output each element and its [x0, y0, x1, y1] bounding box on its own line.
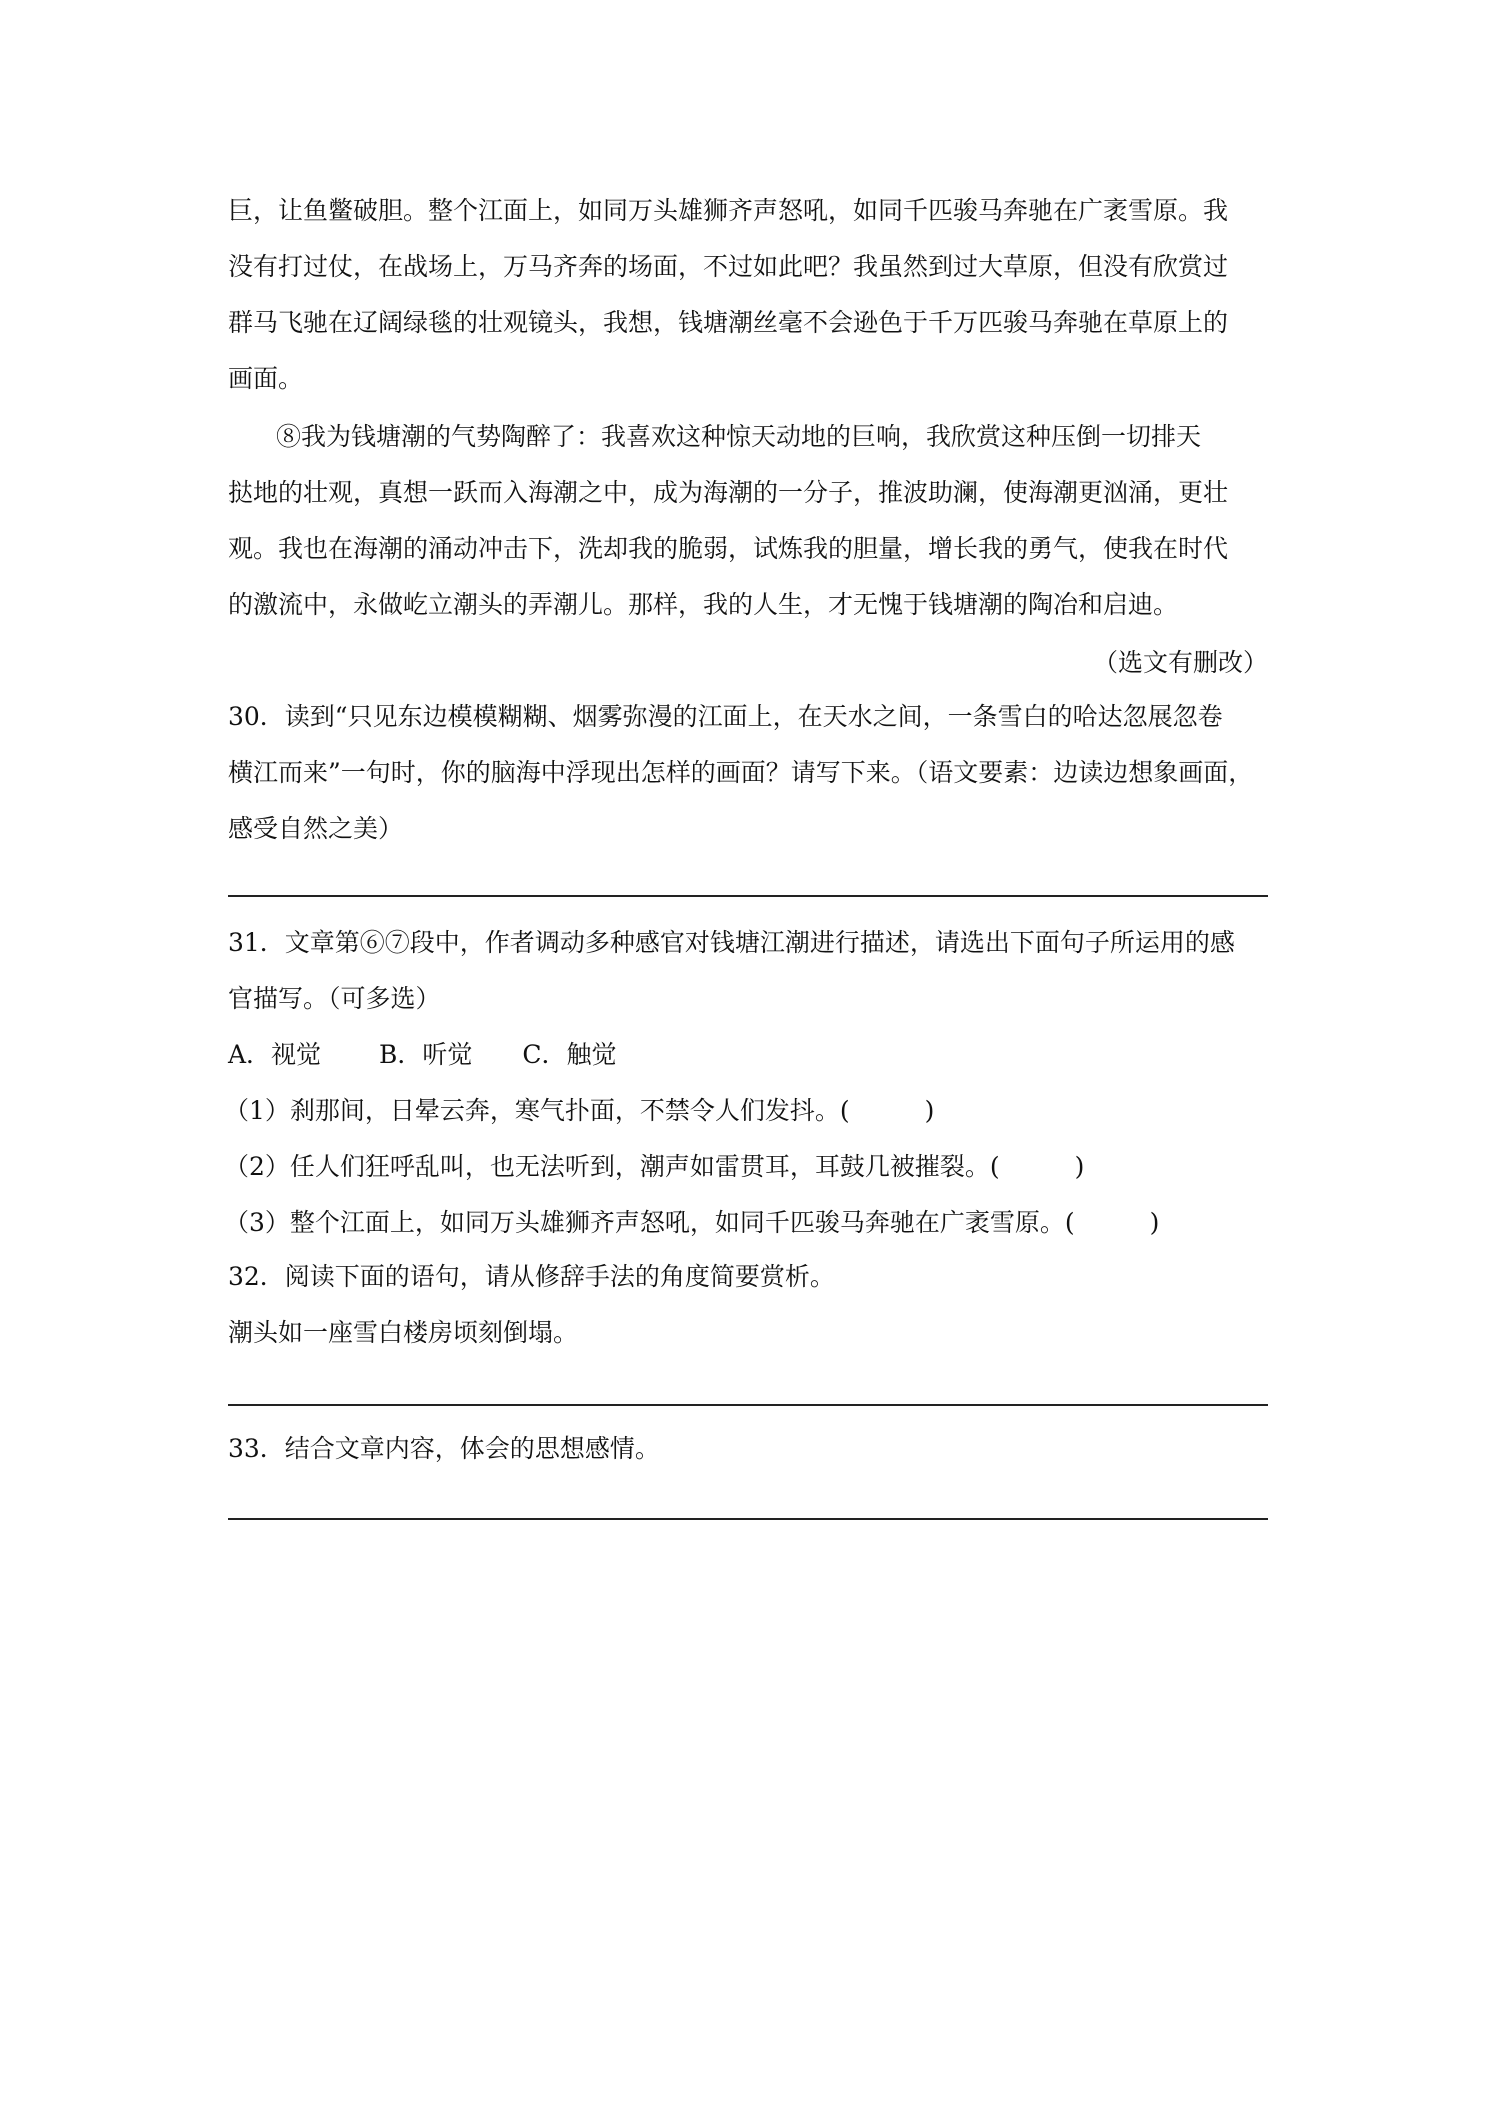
- question-31-options: A．视觉 B．听觉 C．触觉: [228, 1040, 617, 1069]
- passage-line: ⑧我为钱塘潮的气势陶醉了：我喜欢这种惊天动地的巨响，我欣赏这种压倒一切排天: [276, 422, 1202, 451]
- passage-line: 群马飞驰在辽阔绿毯的壮观镜头，我想，钱塘潮丝毫不会逊色于千万匹骏马奔驰在草原上的: [228, 308, 1229, 337]
- question-33-prompt: 33．结合文章内容，体会的思想感情。: [228, 1434, 660, 1463]
- question-31-line: 31．文章第⑥⑦段中，作者调动多种感官对钱塘江潮进行描述，请选出下面句子所运用的感: [228, 928, 1235, 957]
- question-32-prompt: 32．阅读下面的语句，请从修辞手法的角度简要赏析。: [228, 1262, 835, 1291]
- question-30-line: 感受自然之美）: [228, 814, 404, 843]
- source-note: （选文有删改）: [1092, 648, 1268, 677]
- question-32-sentence: 潮头如一座雪白楼房顷刻倒塌。: [228, 1318, 579, 1347]
- passage-line: 观。我也在海潮的涌动冲击下，洗却我的脆弱，试炼我的胆量，增长我的勇气，使我在时代: [228, 534, 1229, 563]
- question-31-item[interactable]: （3）整个江面上，如同万头雄狮齐声怒吼，如同千匹骏马奔驰在广袤雪原。( ): [224, 1208, 1160, 1237]
- question-31-line: 官描写。（可多选）: [228, 984, 441, 1013]
- question-30-line: 30．读到“只见东边模模糊糊、烟雾弥漫的江面上，在天水之间，一条雪白的哈达忽展忽卷: [228, 702, 1223, 731]
- passage-line: 挞地的壮观，真想一跃而入海潮之中，成为海潮的一分子，推波助澜，使海潮更汹涌，更壮: [228, 478, 1229, 507]
- question-31-item[interactable]: （1）刹那间，日晕云奔，寒气扑面，不禁令人们发抖。( ): [224, 1096, 935, 1125]
- passage-line: 画面。: [228, 364, 304, 393]
- answer-line-q33[interactable]: [228, 1518, 1268, 1520]
- passage-line: 没有打过仗，在战场上，万马齐奔的场面，不过如此吧？我虽然到过大草原，但没有欣赏过: [228, 252, 1229, 281]
- passage-line: 的激流中，永做屹立潮头的弄潮儿。那样，我的人生，才无愧于钱塘潮的陶冶和启迪。: [228, 590, 1179, 619]
- passage-line: 巨，让鱼鳖破胆。整个江面上，如同万头雄狮齐声怒吼，如同千匹骏马奔驰在广袤雪原。我: [228, 196, 1229, 225]
- answer-line-q30[interactable]: [228, 895, 1268, 897]
- answer-line-q32[interactable]: [228, 1404, 1268, 1406]
- question-31-item[interactable]: （2）任人们狂呼乱叫，也无法听到，潮声如雷贯耳，耳鼓几被摧裂。( ): [224, 1152, 1085, 1181]
- question-30-line: 横江而来”一句时，你的脑海中浮现出怎样的画面？请写下来。（语文要素：边读边想象画面，: [228, 758, 1254, 787]
